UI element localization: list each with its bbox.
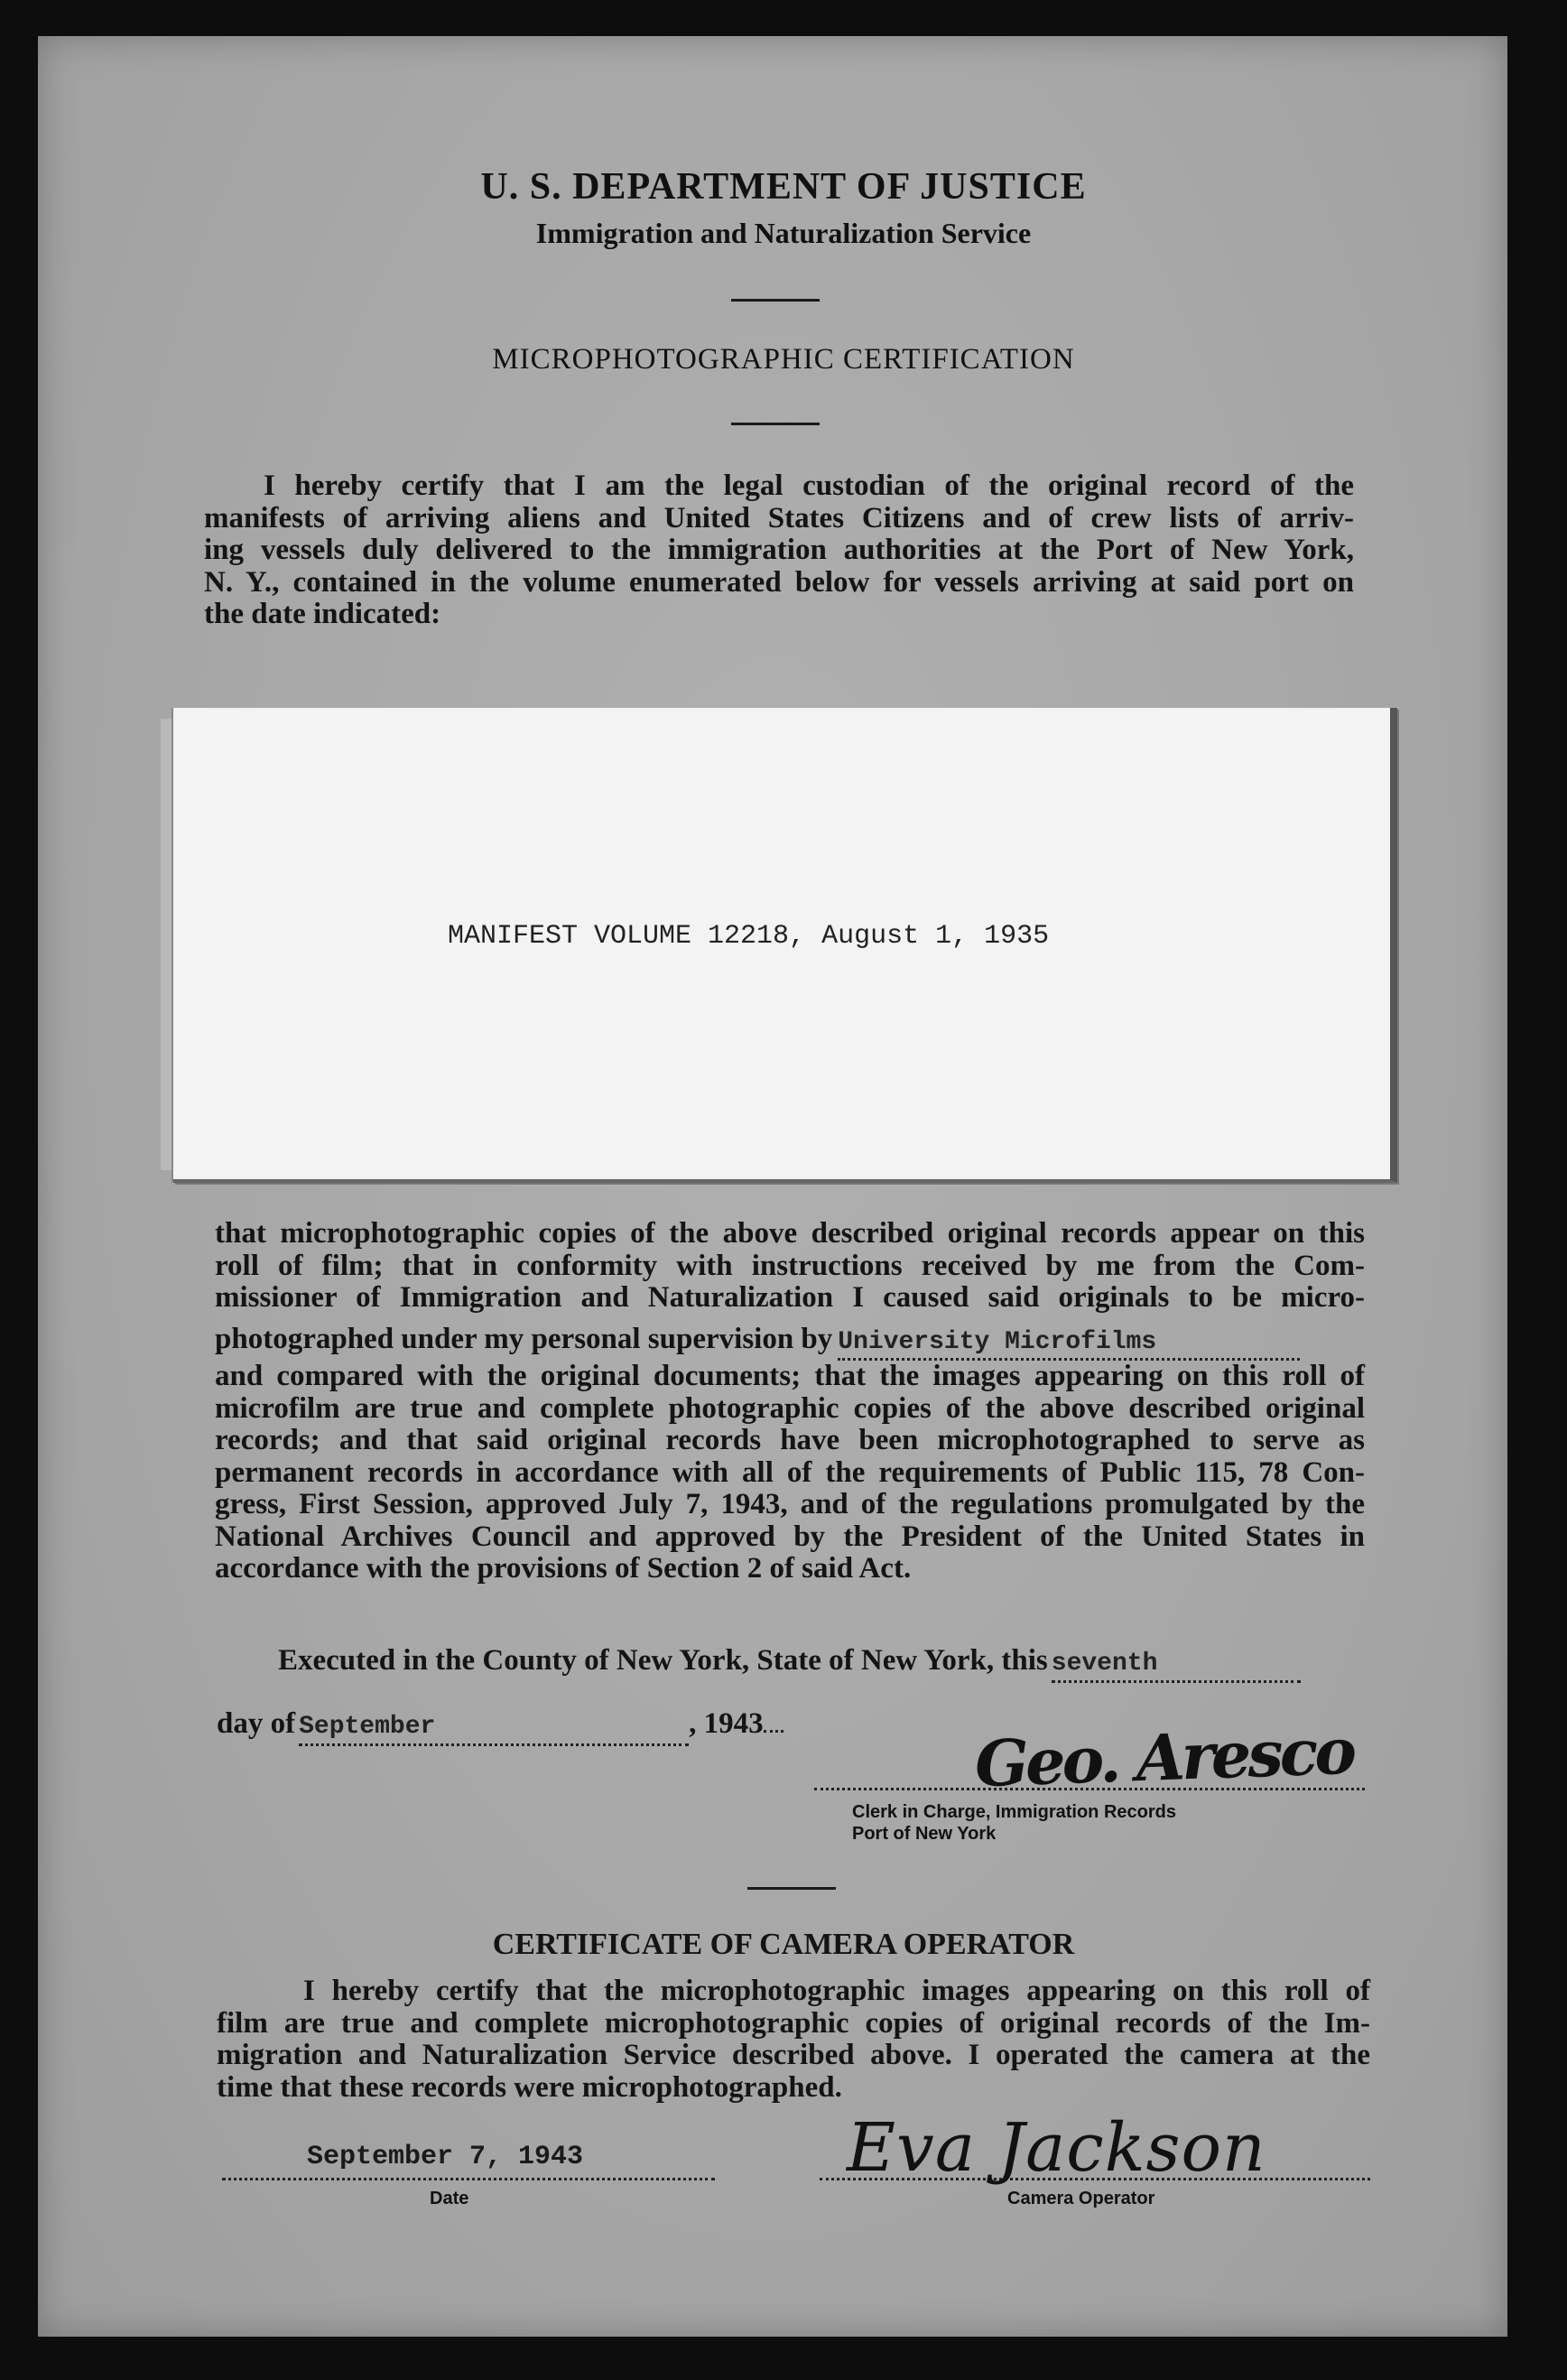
body-line: microfilm are true and complete photographic copies of the above described original (215, 1391, 1365, 1425)
body-line: and compared with the original documents; that the images appearing on this roll of (215, 1360, 1365, 1392)
month-field: September (299, 1711, 689, 1746)
manifest-volume-text: MANIFEST VOLUME 12218, August 1, 1935 (448, 921, 1050, 952)
body-line: National Archives Council and approved by the President of the United States in (215, 1520, 1365, 1553)
camera-line: I hereby certify that the microphotographic images appearing on this roll of (303, 1975, 1370, 2007)
clerk-port: Port of New York (852, 1824, 997, 1844)
clerk-signature: Geo. Aresco (973, 1713, 1355, 1802)
camera-certificate-title: CERTIFICATE OF CAMERA OPERATOR (492, 1928, 1075, 1961)
camera-date-value: September 7, 1943 (307, 2142, 584, 2172)
body-paragraph (215, 1218, 1365, 1585)
camera-line: time that these records were microphotographed. (217, 2070, 842, 2104)
executed-label: Executed in the County of New York, State of New York, this (278, 1644, 1048, 1677)
service-subheading: Immigration and Naturalization Service (535, 217, 1032, 249)
intro-paragraph (204, 470, 1354, 631)
body-line: accordance with the provisions of Section 2 of said Act. (215, 1552, 912, 1585)
intro-line: the date indicated: (204, 598, 441, 630)
day-field: seventh (1052, 1648, 1301, 1683)
supervision-label: photographed under my personal supervision by (215, 1322, 833, 1355)
executed-line (278, 1645, 1367, 1683)
date-label: Date (430, 2189, 469, 2208)
year-dots (764, 1730, 784, 1733)
body-line: records; and that said original records have been microphotographed to serve as (215, 1424, 1365, 1456)
intro-line: ing vessels duly delivered to the immigration authorities at the Port of New York, (204, 534, 1354, 566)
intro-line: N. Y., contained in the volume enumerated below for vessels arriving at said port on (204, 565, 1354, 599)
intro-line: manifests of arriving aliens and United States Citizens and of crew lists of arriv- (204, 501, 1354, 535)
intro-line: I hereby certify that I am the legal custodian of the original record of the (264, 469, 1354, 502)
divider (731, 423, 820, 425)
camera-paragraph (217, 1976, 1370, 2104)
certification-title: MICROPHOTOGRAPHIC CERTIFICATION (492, 343, 1075, 376)
camera-line: migration and Naturalization Service described above. I operated the camera at the (217, 2039, 1370, 2071)
divider (747, 1887, 836, 1890)
divider (731, 299, 820, 302)
operator-signature: Eva Jackson (847, 2109, 1266, 2187)
year-text: , 1943 (689, 1707, 764, 1740)
date-line (217, 1708, 784, 1746)
body-line: gress, First Session, approved July 7, 1943, and of the regulations promulgated by the (215, 1488, 1365, 1520)
card-edge (161, 719, 173, 1170)
date-signature-line (222, 2178, 715, 2180)
body-line: missioner of Immigration and Naturalization I caused said originals to be micro- (215, 1281, 1365, 1314)
day-of-label: day of (217, 1707, 296, 1740)
clerk-title: Clerk in Charge, Immigration Records (852, 1802, 1176, 1822)
operator-label: Camera Operator (1007, 2189, 1155, 2208)
supervisor-field: University Microfilms (838, 1326, 1300, 1362)
supervision-line (215, 1324, 1365, 1362)
camera-line: film are true and complete microphotographic copies of original records of the Im- (217, 2006, 1370, 2040)
department-heading: U. S. DEPARTMENT OF JUSTICE (480, 166, 1087, 208)
body-line: that microphotographic copies of the above described original records appear on this (215, 1217, 1365, 1250)
body-line: permanent records in accordance with all of the requirements of Public 115, 78 Con- (215, 1455, 1365, 1489)
body-line: roll of film; that in conformity with instructions received by me from the Com- (215, 1249, 1365, 1282)
